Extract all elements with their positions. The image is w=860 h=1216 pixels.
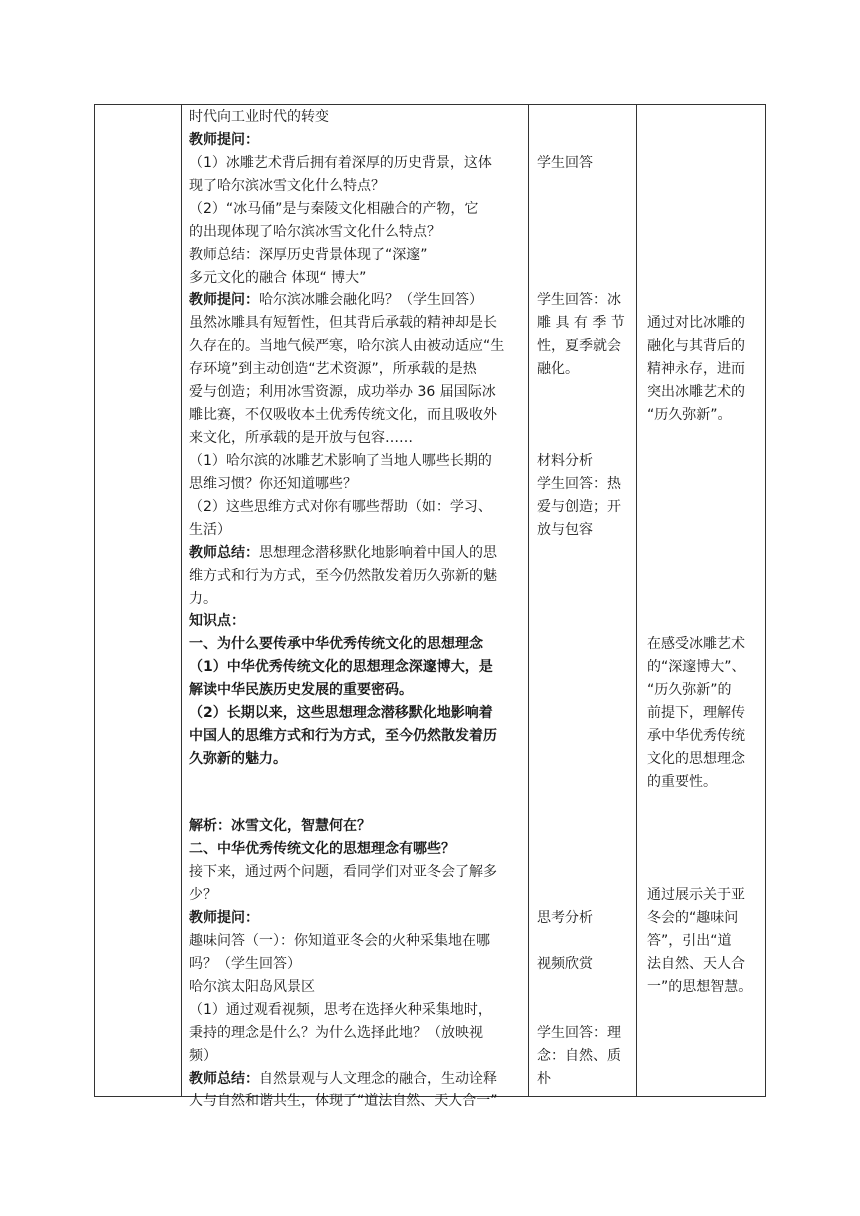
text-line: 融化与其背后的	[647, 338, 745, 354]
text-line: 雕比赛，不仅吸收本土优秀传统文化，而且吸收外	[189, 407, 497, 423]
text-line: 答”，引出“道	[647, 933, 732, 949]
label-prefix: 教师总结：	[189, 545, 259, 561]
text-line: 久弥新的魅力。	[189, 751, 287, 767]
text-line: 思考分析	[537, 910, 593, 926]
label-rest: 哈尔滨冰雕会融化吗？（学生回答）	[259, 292, 483, 308]
text-line: 材料分析	[537, 453, 593, 469]
text-line: 少？	[189, 887, 217, 903]
text-line: 性，夏季就会	[537, 338, 621, 354]
text-line: （1）中华优秀传统文化的思想理念深邃博大，是	[189, 659, 493, 675]
text-line: 雕 具 有 季 节	[537, 315, 625, 331]
text-line: 维方式和行为方式，至今仍然散发着历久弥新的魅	[189, 568, 497, 584]
text-line: 的“深邃博大”、	[647, 659, 746, 675]
text-line: 解读中华民族历史发展的重要密码。	[189, 682, 413, 698]
text-line: 一”的思想智慧。	[647, 979, 753, 995]
text-line: 融化。	[537, 361, 579, 377]
text-line: “历久弥新”的	[647, 682, 732, 698]
text-line: 朴	[537, 1071, 551, 1087]
text-line: 人与自然和谐共生，体现了“道法自然、天人合一”	[189, 1093, 498, 1109]
label-prefix: 教师提问：	[189, 292, 259, 308]
text-line: 学生回答：热	[537, 476, 621, 492]
text-line: 的重要性。	[647, 774, 717, 790]
text-line: 思维习惯？你还知道哪些？	[189, 476, 357, 492]
text-line: 在感受冰雕艺术	[647, 636, 745, 652]
text-line: 教师提问：	[189, 132, 259, 148]
text-line: （2）这些思维方式对你有哪些帮助（如：学习、	[189, 499, 492, 515]
text-line: （2）“冰马俑”是与秦陵文化相融合的产物，它	[189, 201, 479, 217]
text-line: 接下来，通过两个问题，看同学们对亚冬会了解多	[189, 864, 497, 880]
text-line: （1）通过观看视频，思考在选择火种采集地时，	[189, 1002, 492, 1018]
text-line: 的出现体现了哈尔滨冰雪文化什么特点？	[189, 224, 441, 240]
text-line: 文化的思想理念	[647, 751, 745, 767]
text-line: 爱与创造；利用冰雪资源，成功举办 36 届国际冰	[189, 384, 496, 400]
text-line: 力。	[189, 591, 217, 607]
text-line: 现了哈尔滨冰雪文化什么特点？	[189, 178, 385, 194]
text-line: 中国人的思维方式和行为方式，至今仍然散发着历	[189, 728, 497, 744]
text-line: 多元文化的融合 体现“ 博大”	[189, 270, 367, 286]
text-line: 教师提问：	[189, 910, 259, 926]
text-line: 存环境”到主动创造“艺术资源”，所承载的是热	[189, 361, 477, 377]
text-line: 精神永存，进而	[647, 361, 745, 377]
text-line: 虽然冰雕具有短暂性，但其背后承载的精神却是长	[189, 315, 497, 331]
text-line: 爱与创造；开	[537, 499, 621, 515]
text-line: 生活）	[189, 522, 231, 538]
text-line: 秉持的理念是什么？为什么选择此地？（放映视	[189, 1025, 483, 1041]
text-line: 视频欣赏	[537, 956, 593, 972]
text-line: 前提下，理解传	[647, 705, 745, 721]
text-line: 突出冰雕艺术的	[647, 384, 745, 400]
text-line: 趣味问答（一）：你知道亚冬会的火种采集地在哪	[189, 933, 490, 949]
label-prefix: 教师总结：	[189, 1071, 259, 1087]
text-line: （1）冰雕艺术背后拥有着深厚的历史背景，这体	[189, 155, 492, 171]
lesson-plan-table	[94, 104, 766, 1109]
text-line: 学生回答：理	[537, 1025, 621, 1041]
text-line: 知识点：	[189, 613, 245, 629]
text-line: 吗？（学生回答）	[189, 956, 301, 972]
text-line: （2）长期以来，这些思想理念潜移默化地影响着	[189, 705, 493, 721]
text-line: 解析：冰雪文化，智慧何在？	[189, 818, 371, 834]
text-line: 放与包容	[537, 522, 593, 538]
text-line: 承中华优秀传统	[647, 728, 745, 744]
text-line: 久存在的。当地气候严寒，哈尔滨人由被动适应“生	[189, 338, 505, 354]
text-line: 念：自然、质	[537, 1048, 621, 1064]
label-rest: 思想理念潜移默化地影响着中国人的思	[259, 545, 497, 561]
text-line	[189, 290, 483, 310]
text-line: 通过展示关于亚	[647, 887, 745, 903]
text-line: 频）	[189, 1048, 217, 1064]
text-line: 来文化，所承载的是开放与包容……	[189, 430, 413, 446]
text-line: 法自然、天人合	[647, 956, 745, 972]
text-line: 一、为什么要传承中华优秀传统文化的思想理念	[189, 636, 483, 652]
text-line: 通过对比冰雕的	[647, 315, 745, 331]
text-line: 哈尔滨太阳岛风景区	[189, 979, 315, 995]
text-line: 时代向工业时代的转变	[189, 109, 329, 125]
text-line: 学生回答：冰	[537, 292, 621, 308]
text-line: 二、中华优秀传统文化的思想理念有哪些？	[189, 841, 455, 857]
text-line	[189, 543, 497, 563]
column-divider	[181, 105, 182, 1096]
column-divider	[528, 105, 529, 1096]
text-line: 学生回答	[537, 155, 593, 171]
text-line: 教师总结：深厚历史背景体现了“深邃”	[189, 247, 428, 263]
column-divider	[636, 105, 637, 1096]
text-line: 冬会的“趣味问	[647, 910, 739, 926]
text-line	[189, 1069, 497, 1089]
text-line: （1）哈尔滨的冰雕艺术影响了当地人哪些长期的	[189, 453, 492, 469]
label-rest: 自然景观与人文理念的融合，生动诠释	[259, 1071, 497, 1087]
text-line: “历久弥新”。	[647, 407, 732, 423]
